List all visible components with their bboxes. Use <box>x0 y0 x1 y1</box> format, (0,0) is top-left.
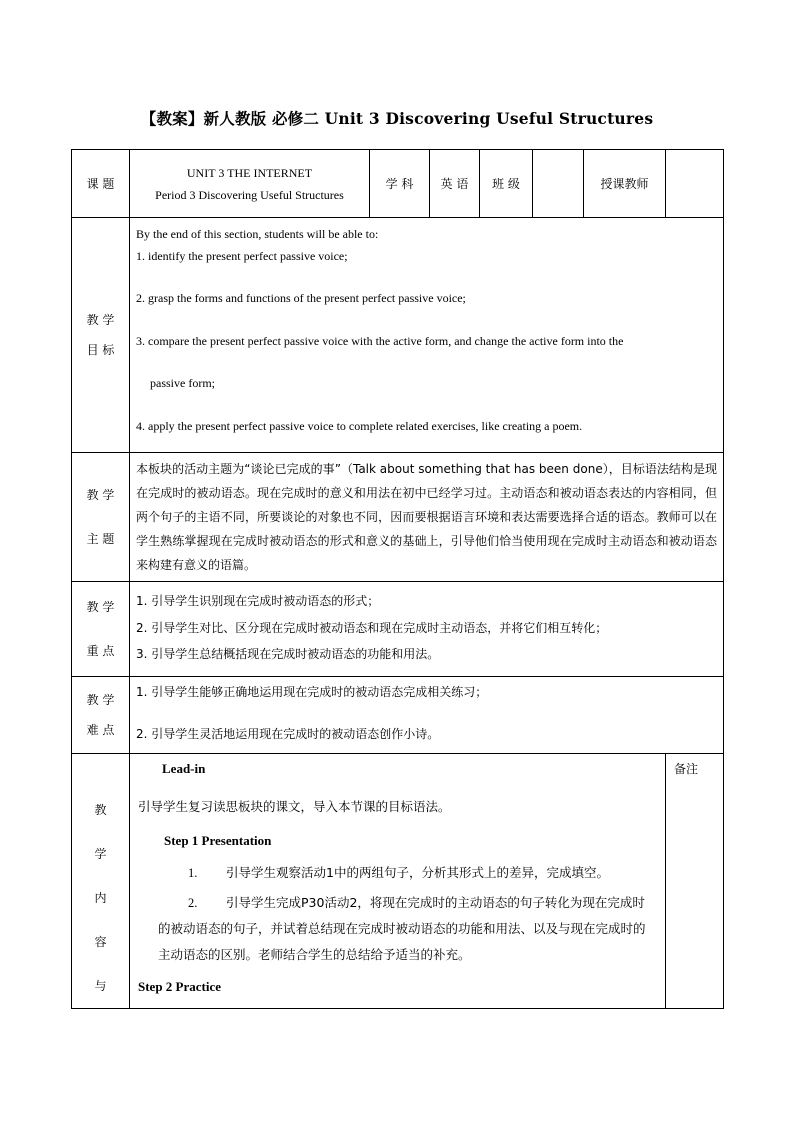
objectives-label-1: 教 学 <box>86 313 115 327</box>
header-row <box>72 150 724 218</box>
content-label-char-2: 学 <box>94 847 107 861</box>
teacher-label: 授课教师 <box>600 177 649 191</box>
subject-value-cell <box>430 150 480 218</box>
objective-item-1: 1. identify the present perfect passive voice; <box>136 248 348 263</box>
objective-item-3: 3. compare the present perfect passive voice with the active form, and change the active form into the <box>136 333 624 348</box>
theme-row <box>72 453 724 582</box>
objectives-intro: By the end of this section, students will be able to: <box>136 227 379 241</box>
key-points-content-cell <box>130 582 724 677</box>
theme-content-cell <box>130 453 724 582</box>
difficulty-1: 1. 引导学生能够正确地运用现在完成时的被动语态完成相关练习； <box>136 685 488 699</box>
objectives-label-2: 目 标 <box>86 343 115 357</box>
step1-heading: Step 1 Presentation <box>164 833 272 848</box>
key-point-2: 2. 引导学生对比、区分现在完成时被动语态和现在完成时主动语态，并将它们相互转化； <box>136 620 608 635</box>
content-row <box>72 754 724 1009</box>
difficulties-row <box>72 677 724 754</box>
unit-title-cell <box>130 150 370 218</box>
difficulties-label-2: 难 点 <box>86 723 115 737</box>
topic-label: 课 题 <box>86 177 115 191</box>
key-point-1: 1. 引导学生识别现在完成时被动语态的形式； <box>136 594 380 608</box>
teacher-label-cell <box>584 150 666 218</box>
difficulties-content-cell <box>130 677 724 754</box>
teacher-value-cell <box>666 150 724 218</box>
class-label-cell <box>480 150 533 218</box>
topic-label-cell <box>72 150 130 218</box>
subject-label-cell <box>370 150 430 218</box>
remark-cell <box>666 754 724 1009</box>
content-label-char-5: 与 <box>94 979 107 993</box>
step1-item-2-text: 引导学生完成P30活动2，将现在完成时的主动语态的句子转化为现在完成时的被动语态的句子，并试着总结现在完成时被动语态的功能和用法、以及与现在完成时的主动语态的区别。老师结合学生的总结给予适当的补充。 <box>158 895 646 962</box>
step2-heading: Step 2 Practice <box>138 979 222 994</box>
class-label: 班 级 <box>492 177 520 191</box>
difficulty-2: 2. 引导学生灵活地运用现在完成时的被动语态创作小诗。 <box>136 727 440 741</box>
subject-label: 学 科 <box>385 177 414 191</box>
document-title: 【教案】新人教版 必修二 Unit 3 Discovering Useful Structures <box>140 109 654 128</box>
objectives-label-cell <box>72 218 130 453</box>
key-points-label-1: 教 学 <box>86 600 115 614</box>
content-label-char-4: 容 <box>94 935 107 949</box>
objectives-content-cell <box>130 218 724 453</box>
step1-item-2 <box>138 890 657 968</box>
unit-line-1: UNIT 3 THE INTERNET <box>186 165 313 180</box>
difficulties-label-1: 教 学 <box>86 693 115 707</box>
content-body-cell <box>130 754 666 1009</box>
objective-item-4: 4. apply the present perfect passive voice to complete related exercises, like creating a poem. <box>136 418 583 433</box>
key-points-label-cell <box>72 582 130 677</box>
step1-item-2-number: 2. <box>188 896 198 910</box>
objectives-row <box>72 218 724 453</box>
content-label-cell <box>72 754 130 1009</box>
difficulties-label-cell <box>72 677 130 754</box>
content-label-char-1: 教 <box>94 803 107 817</box>
lesson-plan-table <box>71 149 724 1009</box>
step1-item-1 <box>138 862 657 884</box>
theme-label-2: 主 题 <box>86 532 115 546</box>
class-value-cell <box>533 150 584 218</box>
theme-text: 本板块的活动主题为“谈论已完成的事”（Talk about something that has been done），目标语法结构是现在完成时的被动语态。现在完成时的意义和用法在初中已经学习过。主动语态和被动语态表达的内容相同，但两个句子的主语不同，所要谈论的对象也不同，因而要根据语言环境和表达需要选择合适的语态。教师可以在学生熟练掌握现在完成时被动语态的形式和意义的基础上，引导他们恰当使用现在完成时主动语态和被动语态来构建有意义的语篇。 <box>136 462 717 572</box>
step1-item-1-text: 引导学生观察活动1中的两组句子，分析其形式上的差异，完成填空。 <box>226 865 609 880</box>
lead-in-heading: Lead-in <box>162 761 206 776</box>
subject-value: 英 语 <box>440 177 469 191</box>
objective-item-2: 2. grasp the forms and functions of the present perfect passive voice; <box>136 291 466 305</box>
content-label-char-3: 内 <box>94 891 107 905</box>
theme-label-1: 教 学 <box>86 488 115 502</box>
objective-item-3-cont: passive form; <box>150 376 215 390</box>
theme-label-cell <box>72 453 130 582</box>
lead-in-text: 引导学生复习读思板块的课文，导入本节课的目标语法。 <box>138 799 451 814</box>
step1-item-1-number: 1. <box>188 866 198 880</box>
key-points-row <box>72 582 724 677</box>
unit-line-2: Period 3 Discovering Useful Structures <box>155 187 344 202</box>
key-points-label-2: 重 点 <box>86 644 115 658</box>
remark-label: 备注 <box>674 762 699 776</box>
key-point-3: 3. 引导学生总结概括现在完成时被动语态的功能和用法。 <box>136 647 440 661</box>
